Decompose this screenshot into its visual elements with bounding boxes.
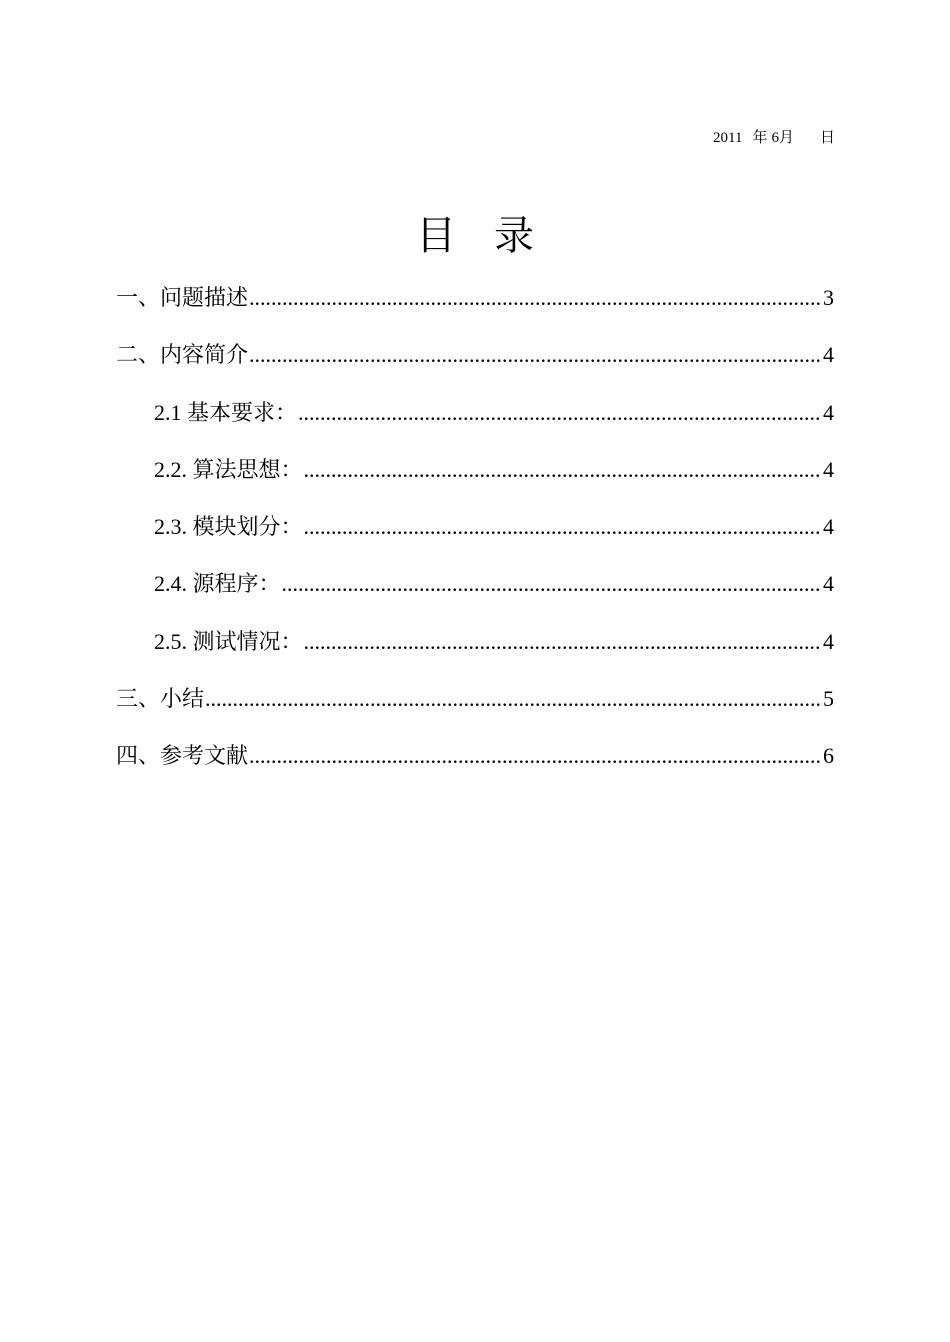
toc-entry-label: 模块划分： bbox=[192, 514, 303, 540]
toc-entry-label: 基本要求： bbox=[187, 399, 298, 425]
date-day-label: 日 bbox=[819, 130, 835, 146]
toc-entry-label: 参考文献 bbox=[160, 743, 249, 769]
toc-entry-problem-description[interactable] bbox=[116, 276, 834, 333]
toc-entry-label: 源程序： bbox=[192, 571, 281, 597]
toc-entry-basic-requirements[interactable] bbox=[116, 391, 834, 448]
toc-leader-dots bbox=[304, 505, 822, 549]
toc-leader-dots bbox=[304, 620, 822, 664]
toc-entry-page: 4 bbox=[823, 628, 834, 654]
toc-entry-page: 5 bbox=[823, 686, 834, 712]
toc-entry-summary[interactable] bbox=[116, 677, 834, 734]
toc-entry-page: 4 bbox=[823, 399, 834, 425]
toc-title: 目录 bbox=[416, 213, 572, 258]
toc-entry-number: 四、 bbox=[116, 743, 161, 769]
toc-entry-content-intro[interactable] bbox=[116, 333, 834, 390]
date-line bbox=[713, 128, 835, 148]
toc-leader-dots bbox=[249, 734, 822, 778]
toc-entry-page: 4 bbox=[823, 514, 834, 540]
toc-entry-source-code[interactable] bbox=[116, 562, 834, 619]
toc-entry-number: 2.3. bbox=[154, 514, 193, 540]
toc-entry-number: 一、 bbox=[116, 285, 161, 310]
toc-entry-number: 二、 bbox=[116, 342, 161, 368]
toc-entry-label: 问题描述 bbox=[160, 285, 249, 310]
toc-entry-label: 测试情况： bbox=[192, 628, 303, 654]
toc-entry-label: 内容简介 bbox=[160, 342, 249, 368]
toc-entry-algorithm-idea[interactable] bbox=[116, 448, 834, 505]
toc-leader-dots bbox=[282, 562, 822, 606]
toc-entry-label: 算法思想： bbox=[192, 456, 303, 482]
toc-leader-dots bbox=[205, 677, 822, 721]
toc-entry-references[interactable] bbox=[116, 734, 834, 791]
toc-entry-number: 2.2. bbox=[154, 456, 193, 482]
date-month-label: 月 bbox=[778, 130, 794, 146]
toc-entry-page: 4 bbox=[823, 456, 834, 482]
toc-entry-module-division[interactable] bbox=[116, 505, 834, 562]
toc-entry-page: 6 bbox=[823, 743, 834, 769]
toc-entry-page: 4 bbox=[823, 342, 834, 368]
toc-entry-label: 小结 bbox=[160, 686, 205, 712]
date-year-label: 年 bbox=[752, 130, 768, 146]
toc-entry-number: 2.1 bbox=[154, 399, 187, 425]
toc-leader-dots bbox=[249, 276, 822, 320]
toc-leader-dots bbox=[249, 333, 822, 377]
toc-leader-dots bbox=[298, 391, 822, 435]
toc-entry-number: 三、 bbox=[116, 686, 161, 712]
toc-entry-page: 4 bbox=[823, 571, 834, 597]
toc-entry-page: 3 bbox=[823, 285, 834, 310]
toc-entry-number: 2.4. bbox=[154, 571, 193, 597]
toc-leader-dots bbox=[304, 448, 822, 492]
table-of-contents bbox=[116, 276, 834, 792]
date-month: 6 bbox=[771, 130, 779, 146]
toc-entry-test-results[interactable] bbox=[116, 620, 834, 677]
date-year: 2011 bbox=[713, 130, 743, 146]
toc-entry-number: 2.5. bbox=[154, 628, 193, 654]
